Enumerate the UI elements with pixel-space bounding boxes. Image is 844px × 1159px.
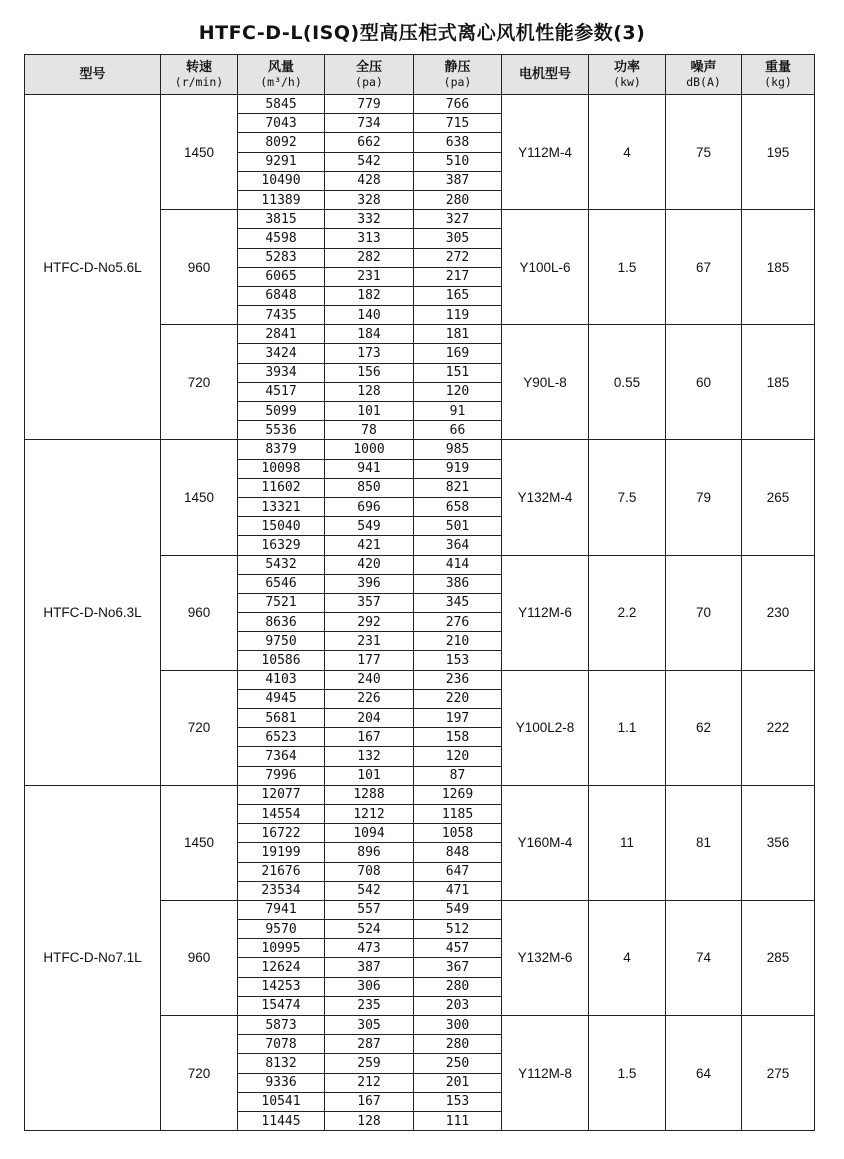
total-pressure-cell: 167 [325, 728, 414, 747]
motor-model-cell: Y112M-8 [502, 1016, 589, 1131]
total-pressure-cell: 1000 [325, 440, 414, 459]
model-cell: HTFC-D-No7.1L [25, 785, 161, 1130]
airflow-cell: 4945 [238, 689, 325, 708]
power-cell: 1.5 [589, 210, 666, 325]
total-pressure-cell: 101 [325, 766, 414, 785]
total-pressure-cell: 708 [325, 862, 414, 881]
noise-cell: 79 [666, 440, 742, 555]
total-pressure-cell: 184 [325, 325, 414, 344]
static-pressure-cell: 153 [414, 651, 502, 670]
total-pressure-cell: 282 [325, 248, 414, 267]
airflow-cell: 11445 [238, 1111, 325, 1130]
total-pressure-cell: 941 [325, 459, 414, 478]
power-cell: 2.2 [589, 555, 666, 670]
total-pressure-cell: 259 [325, 1054, 414, 1073]
weight-cell: 275 [742, 1016, 815, 1131]
total-pressure-cell: 1212 [325, 804, 414, 823]
static-pressure-cell: 119 [414, 306, 502, 325]
static-pressure-cell: 638 [414, 133, 502, 152]
static-pressure-cell: 1185 [414, 804, 502, 823]
static-pressure-cell: 512 [414, 920, 502, 939]
power-cell: 1.5 [589, 1016, 666, 1131]
airflow-cell: 10490 [238, 171, 325, 190]
weight-cell: 185 [742, 325, 815, 440]
static-pressure-cell: 236 [414, 670, 502, 689]
total-pressure-cell: 524 [325, 920, 414, 939]
total-pressure-cell: 428 [325, 171, 414, 190]
header-label: 电机型号 [518, 67, 571, 82]
total-pressure-cell: 662 [325, 133, 414, 152]
airflow-cell: 3424 [238, 344, 325, 363]
static-pressure-cell: 327 [414, 210, 502, 229]
table-row [25, 95, 815, 114]
power-cell: 7.5 [589, 440, 666, 555]
airflow-cell: 6065 [238, 267, 325, 286]
speed-cell: 1450 [161, 95, 238, 210]
total-pressure-cell: 779 [325, 95, 414, 114]
total-pressure-cell: 231 [325, 267, 414, 286]
header-label: 型号 [79, 67, 106, 82]
airflow-cell: 7941 [238, 900, 325, 919]
static-pressure-cell: 120 [414, 382, 502, 401]
motor-model-cell: Y90L-8 [502, 325, 589, 440]
airflow-cell: 7078 [238, 1035, 325, 1054]
speed-cell: 960 [161, 555, 238, 670]
header-power [589, 55, 666, 95]
motor-model-cell: Y132M-6 [502, 900, 589, 1015]
total-pressure-cell: 287 [325, 1035, 414, 1054]
header-weight [742, 55, 815, 95]
power-cell: 4 [589, 900, 666, 1015]
static-pressure-cell: 658 [414, 497, 502, 516]
airflow-cell: 16329 [238, 536, 325, 555]
airflow-cell: 21676 [238, 862, 325, 881]
motor-model-cell: Y112M-4 [502, 95, 589, 210]
speed-cell: 960 [161, 900, 238, 1015]
airflow-cell: 16722 [238, 824, 325, 843]
motor-model-cell: Y160M-4 [502, 785, 589, 900]
total-pressure-cell: 332 [325, 210, 414, 229]
airflow-cell: 5099 [238, 402, 325, 421]
airflow-cell: 14253 [238, 977, 325, 996]
model-cell: HTFC-D-No6.3L [25, 440, 161, 785]
airflow-cell: 7043 [238, 114, 325, 133]
motor-model-cell: Y132M-4 [502, 440, 589, 555]
static-pressure-cell: 220 [414, 689, 502, 708]
static-pressure-cell: 715 [414, 114, 502, 133]
weight-cell: 230 [742, 555, 815, 670]
total-pressure-cell: 167 [325, 1092, 414, 1111]
total-pressure-cell: 177 [325, 651, 414, 670]
power-cell: 11 [589, 785, 666, 900]
airflow-cell: 4598 [238, 229, 325, 248]
total-pressure-cell: 78 [325, 421, 414, 440]
total-pressure-cell: 542 [325, 881, 414, 900]
static-pressure-cell: 120 [414, 747, 502, 766]
header-label: 功率 [613, 59, 640, 75]
airflow-cell: 19199 [238, 843, 325, 862]
airflow-cell: 10995 [238, 939, 325, 958]
static-pressure-cell: 165 [414, 286, 502, 305]
airflow-cell: 14554 [238, 804, 325, 823]
header-model [25, 55, 161, 95]
motor-model-cell: Y100L2-8 [502, 670, 589, 785]
power-cell: 0.55 [589, 325, 666, 440]
total-pressure-cell: 305 [325, 1016, 414, 1035]
total-pressure-cell: 212 [325, 1073, 414, 1092]
static-pressure-cell: 367 [414, 958, 502, 977]
header-label: 全压 [355, 59, 382, 75]
airflow-cell: 9336 [238, 1073, 325, 1092]
speed-cell: 720 [161, 325, 238, 440]
total-pressure-cell: 313 [325, 229, 414, 248]
total-pressure-cell: 101 [325, 402, 414, 421]
weight-cell: 285 [742, 900, 815, 1015]
total-pressure-cell: 235 [325, 996, 414, 1015]
performance-table [24, 54, 815, 1131]
airflow-cell: 13321 [238, 497, 325, 516]
airflow-cell: 3934 [238, 363, 325, 382]
airflow-cell: 7364 [238, 747, 325, 766]
static-pressure-cell: 510 [414, 152, 502, 171]
airflow-cell: 9291 [238, 152, 325, 171]
total-pressure-cell: 421 [325, 536, 414, 555]
total-pressure-cell: 128 [325, 1111, 414, 1130]
total-pressure-cell: 231 [325, 632, 414, 651]
table-row [25, 440, 815, 459]
header-label: 转速 [185, 59, 212, 75]
static-pressure-cell: 280 [414, 190, 502, 209]
page-title: HTFC-D-L(ISQ)型高压柜式离心风机性能参数(3) [198, 22, 646, 44]
airflow-cell: 23534 [238, 881, 325, 900]
static-pressure-cell: 647 [414, 862, 502, 881]
total-pressure-cell: 1288 [325, 785, 414, 804]
static-pressure-cell: 217 [414, 267, 502, 286]
speed-cell: 720 [161, 1016, 238, 1131]
total-pressure-cell: 473 [325, 939, 414, 958]
static-pressure-cell: 197 [414, 709, 502, 728]
noise-cell: 70 [666, 555, 742, 670]
static-pressure-cell: 169 [414, 344, 502, 363]
speed-cell: 720 [161, 670, 238, 785]
total-pressure-cell: 140 [325, 306, 414, 325]
table-body [25, 95, 815, 1131]
airflow-cell: 3815 [238, 210, 325, 229]
airflow-cell: 7521 [238, 593, 325, 612]
airflow-cell: 10098 [238, 459, 325, 478]
total-pressure-cell: 226 [325, 689, 414, 708]
static-pressure-cell: 305 [414, 229, 502, 248]
header-unit: (kw) [613, 74, 641, 89]
total-pressure-cell: 132 [325, 747, 414, 766]
airflow-cell: 6523 [238, 728, 325, 747]
airflow-cell: 8379 [238, 440, 325, 459]
noise-cell: 81 [666, 785, 742, 900]
static-pressure-cell: 181 [414, 325, 502, 344]
model-cell: HTFC-D-No5.6L [25, 95, 161, 440]
total-pressure-cell: 328 [325, 190, 414, 209]
weight-cell: 195 [742, 95, 815, 210]
airflow-cell: 2841 [238, 325, 325, 344]
header-noise [666, 55, 742, 95]
static-pressure-cell: 210 [414, 632, 502, 651]
airflow-cell: 7435 [238, 306, 325, 325]
static-pressure-cell: 821 [414, 478, 502, 497]
total-pressure-cell: 306 [325, 977, 414, 996]
weight-cell: 222 [742, 670, 815, 785]
total-pressure-cell: 896 [325, 843, 414, 862]
total-pressure-cell: 542 [325, 152, 414, 171]
airflow-cell: 4517 [238, 382, 325, 401]
static-pressure-cell: 153 [414, 1092, 502, 1111]
static-pressure-cell: 87 [414, 766, 502, 785]
static-pressure-cell: 387 [414, 171, 502, 190]
static-pressure-cell: 91 [414, 402, 502, 421]
static-pressure-cell: 345 [414, 593, 502, 612]
noise-cell: 62 [666, 670, 742, 785]
static-pressure-cell: 848 [414, 843, 502, 862]
airflow-cell: 8636 [238, 613, 325, 632]
header-unit: dB(A) [686, 74, 721, 89]
airflow-cell: 15474 [238, 996, 325, 1015]
header-unit: (pa) [443, 74, 472, 89]
airflow-cell: 5845 [238, 95, 325, 114]
total-pressure-cell: 173 [325, 344, 414, 363]
total-pressure-cell: 292 [325, 613, 414, 632]
static-pressure-cell: 66 [414, 421, 502, 440]
header-unit: (pa) [355, 74, 383, 89]
total-pressure-cell: 696 [325, 497, 414, 516]
header-static-pressure [414, 55, 502, 95]
noise-cell: 75 [666, 95, 742, 210]
static-pressure-cell: 203 [414, 996, 502, 1015]
airflow-cell: 15040 [238, 517, 325, 536]
static-pressure-cell: 280 [414, 977, 502, 996]
weight-cell: 185 [742, 210, 815, 325]
header-airflow [238, 55, 325, 95]
airflow-cell: 8092 [238, 133, 325, 152]
total-pressure-cell: 156 [325, 363, 414, 382]
total-pressure-cell: 557 [325, 900, 414, 919]
airflow-cell: 5681 [238, 709, 325, 728]
header-unit: (r/min) [174, 74, 224, 89]
motor-model-cell: Y112M-6 [502, 555, 589, 670]
static-pressure-cell: 272 [414, 248, 502, 267]
airflow-cell: 10541 [238, 1092, 325, 1111]
airflow-cell: 11389 [238, 190, 325, 209]
static-pressure-cell: 985 [414, 440, 502, 459]
static-pressure-cell: 766 [414, 95, 502, 114]
static-pressure-cell: 300 [414, 1016, 502, 1035]
static-pressure-cell: 1269 [414, 785, 502, 804]
header-unit: (kg) [764, 74, 792, 89]
speed-cell: 1450 [161, 440, 238, 555]
airflow-cell: 4103 [238, 670, 325, 689]
header-motor-model [502, 55, 589, 95]
static-pressure-cell: 151 [414, 363, 502, 382]
total-pressure-cell: 850 [325, 478, 414, 497]
header-total-pressure [325, 55, 414, 95]
static-pressure-cell: 919 [414, 459, 502, 478]
total-pressure-cell: 204 [325, 709, 414, 728]
total-pressure-cell: 549 [325, 517, 414, 536]
noise-cell: 60 [666, 325, 742, 440]
weight-cell: 265 [742, 440, 815, 555]
header-unit: (m³/h) [260, 74, 302, 89]
airflow-cell: 9750 [238, 632, 325, 651]
total-pressure-cell: 128 [325, 382, 414, 401]
static-pressure-cell: 457 [414, 939, 502, 958]
total-pressure-cell: 1094 [325, 824, 414, 843]
static-pressure-cell: 250 [414, 1054, 502, 1073]
table-row [25, 785, 815, 804]
static-pressure-cell: 364 [414, 536, 502, 555]
airflow-cell: 12624 [238, 958, 325, 977]
static-pressure-cell: 1058 [414, 824, 502, 843]
header-label: 重量 [764, 59, 791, 75]
noise-cell: 67 [666, 210, 742, 325]
static-pressure-cell: 549 [414, 900, 502, 919]
static-pressure-cell: 386 [414, 574, 502, 593]
static-pressure-cell: 414 [414, 555, 502, 574]
motor-model-cell: Y100L-6 [502, 210, 589, 325]
total-pressure-cell: 357 [325, 593, 414, 612]
static-pressure-cell: 471 [414, 881, 502, 900]
total-pressure-cell: 420 [325, 555, 414, 574]
speed-cell: 960 [161, 210, 238, 325]
table-header-row [25, 55, 815, 95]
static-pressure-cell: 276 [414, 613, 502, 632]
power-cell: 1.1 [589, 670, 666, 785]
header-speed [161, 55, 238, 95]
total-pressure-cell: 734 [325, 114, 414, 133]
static-pressure-cell: 111 [414, 1111, 502, 1130]
noise-cell: 74 [666, 900, 742, 1015]
airflow-cell: 5536 [238, 421, 325, 440]
speed-cell: 1450 [161, 785, 238, 900]
header-label: 噪声 [690, 59, 717, 75]
airflow-cell: 9570 [238, 920, 325, 939]
total-pressure-cell: 240 [325, 670, 414, 689]
static-pressure-cell: 201 [414, 1073, 502, 1092]
static-pressure-cell: 280 [414, 1035, 502, 1054]
header-label: 风量 [267, 59, 294, 75]
airflow-cell: 10586 [238, 651, 325, 670]
airflow-cell: 12077 [238, 785, 325, 804]
airflow-cell: 7996 [238, 766, 325, 785]
airflow-cell: 6546 [238, 574, 325, 593]
airflow-cell: 6848 [238, 286, 325, 305]
power-cell: 4 [589, 95, 666, 210]
header-label: 静压 [444, 59, 471, 75]
total-pressure-cell: 182 [325, 286, 414, 305]
airflow-cell: 8132 [238, 1054, 325, 1073]
airflow-cell: 5283 [238, 248, 325, 267]
total-pressure-cell: 396 [325, 574, 414, 593]
noise-cell: 64 [666, 1016, 742, 1131]
airflow-cell: 11602 [238, 478, 325, 497]
weight-cell: 356 [742, 785, 815, 900]
airflow-cell: 5873 [238, 1016, 325, 1035]
static-pressure-cell: 501 [414, 517, 502, 536]
airflow-cell: 5432 [238, 555, 325, 574]
total-pressure-cell: 387 [325, 958, 414, 977]
static-pressure-cell: 158 [414, 728, 502, 747]
